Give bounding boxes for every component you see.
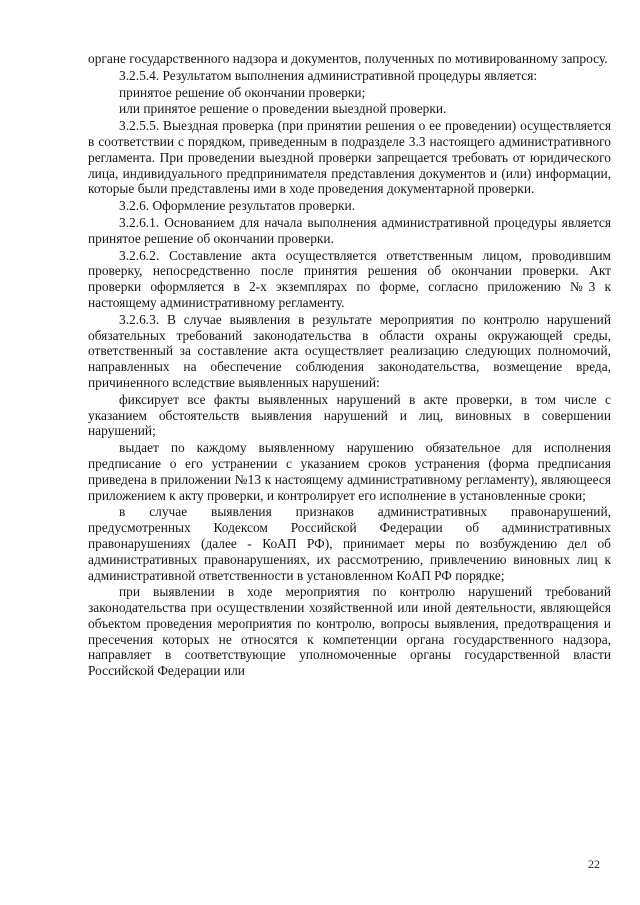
document-body xyxy=(88,51,611,680)
list-item-issue-prescription: выдает по каждому выявленному нарушению обязательное для исполнения предписание о его устранении с указанием сроков устранения (форма предписания приведена в приложении №13 к настоящему административному регламенту), являющееся приложением к акту проверки, и контролирует его исполнение в установленные сроки; xyxy=(88,440,611,503)
paragraph-3-2-5-4: 3.2.5.4. Результатом выполнения административной процедуры является: xyxy=(119,67,538,83)
list-item-administrative-offenses: в случае выявления признаков административных правонарушений, предусмотренных Кодексом Российской Федерации об административных правонарушениях (далее - КоАП РФ), принимает меры по возбуждению дел об административных правонарушениях, их рассмотрению, привлечению виновных лиц к административной ответственности в установленном КоАП РФ порядке; xyxy=(88,504,611,583)
page-number: 22 xyxy=(588,857,600,871)
paragraph-3-2-6-3: 3.2.6.3. В случае выявления в результате мероприятия по контролю нарушений обязательных требований законодательства в области охраны окружающей среды, ответственный за составление акта осуществляет реализацию следующих полномочий, направленных на обеспечение соблюдения законодательства, возмещение вреда, причиненного вследствие выявленных нарушений: xyxy=(88,311,611,390)
list-item-onsite-decision: или принятое решение о проведении выездной проверки. xyxy=(119,101,447,117)
paragraph-3-2-5-5: 3.2.5.5. Выездная проверка (при принятии решения о ее проведении) осуществляется в соответствии с порядком, приведенным в подразделе 3.3 настоящего административного регламента. При проведении выездной проверки запрещается требовать от юридического лица, индивидуального предпринимателя представления документов и (или) информации, которые были представлены ими в ходе проведения документарной проверки. xyxy=(88,118,611,197)
list-item-end-decision: принятое решение об окончании проверки; xyxy=(119,84,366,100)
list-item-refer-authorities: при выявлении в ходе мероприятия по контролю нарушений требований законодательства при осуществлении хозяйственной или иной деятельности, являющейся объектом проведения мероприятия по контролю, вопросы выявления, предотвращения и пресечения которых не относятся к компетенции органа государственного надзора, направляет в соответствующие уполномоченные органы государственной власти Российской Федерации или xyxy=(88,584,611,679)
paragraph-3-2-6-2: 3.2.6.2. Составление акта осуществляется ответственным лицом, проводившим проверку, непосредственно после принятия решения об окончании проверки. Акт проверки оформляется в 2-х экземплярах по форме, согласно приложению №3 к настоящему административному регламенту. xyxy=(88,247,611,310)
section-heading-3-2-6: 3.2.6. Оформление результатов проверки. xyxy=(119,198,356,214)
list-item-record-violations: фиксирует все факты выявленных нарушений в акте проверки, в том числе с указанием обстоятельств выявления нарушений и лиц, виновных в совершении нарушений; xyxy=(88,391,611,439)
paragraph-3-2-6-1: 3.2.6.1. Основанием для начала выполнения административной процедуры является принятое решение об окончании проверки. xyxy=(88,214,611,246)
paragraph-continuation: органе государственного надзора и документов, полученных по мотивированному запросу. xyxy=(88,51,608,66)
